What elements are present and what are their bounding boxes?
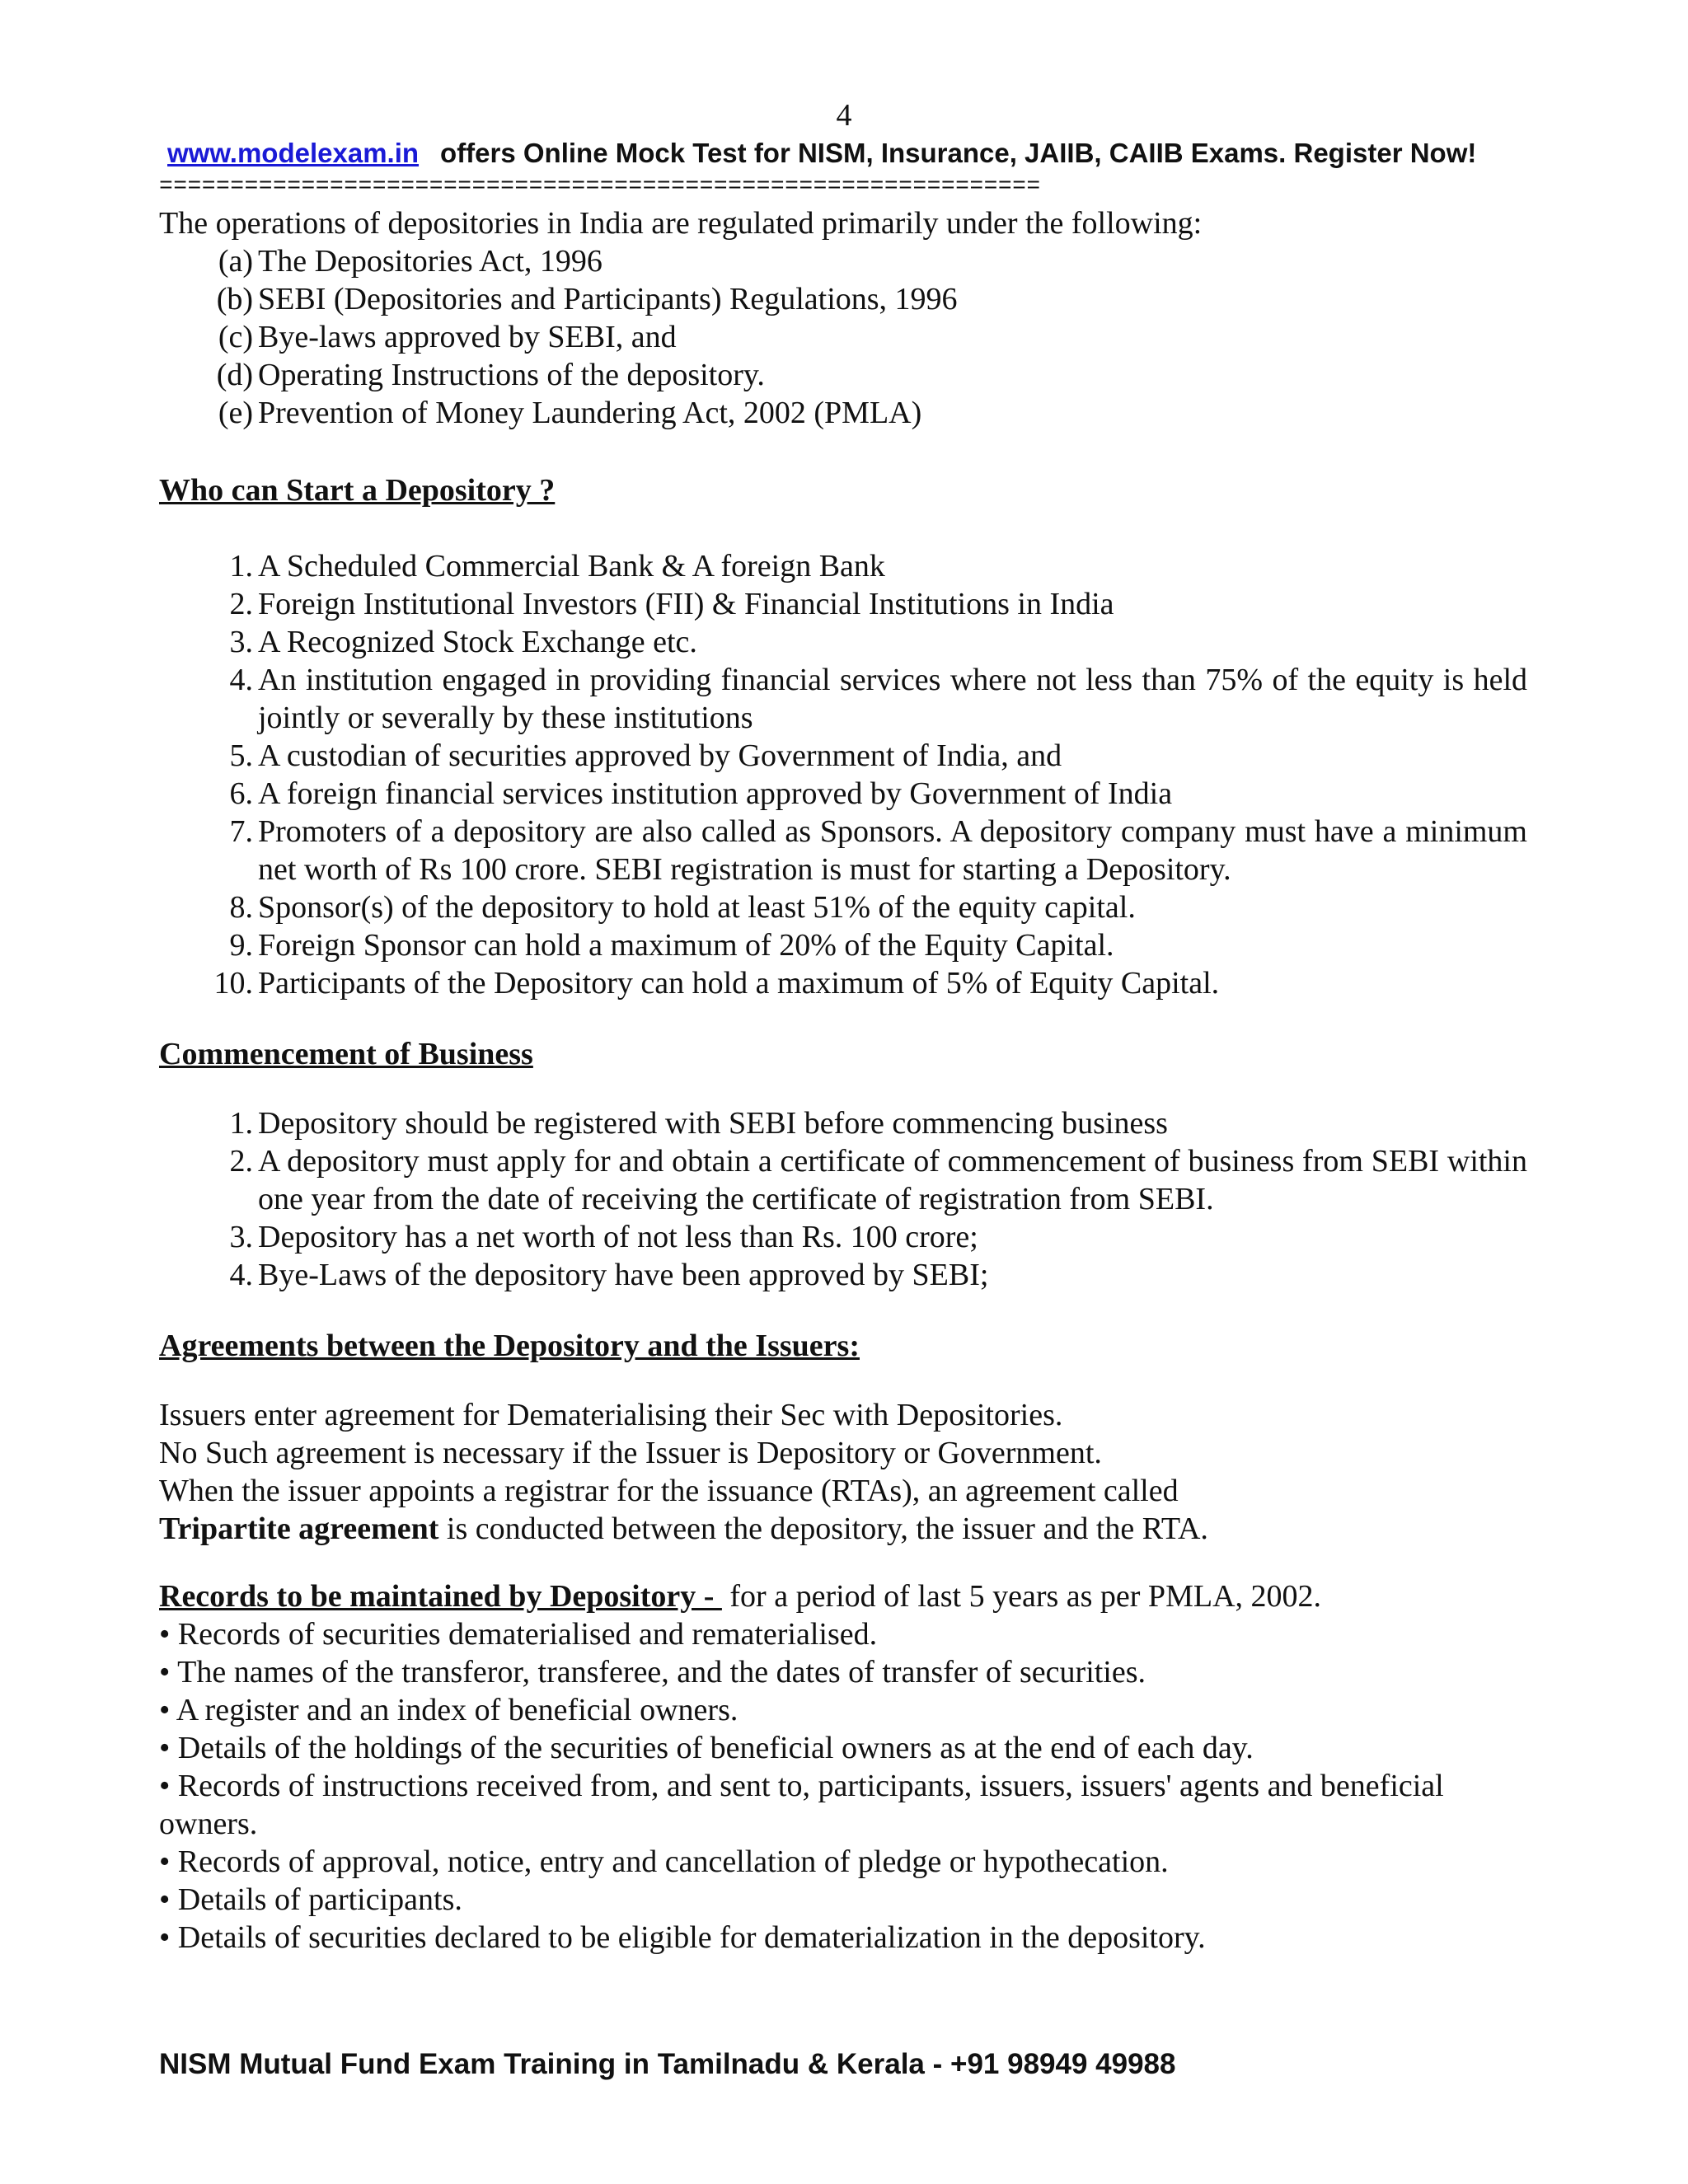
page-header [167,135,1476,171]
item-number: 8. [229,890,253,925]
item-text: Foreign Institutional Investors (FII) & Financial Institutions in India [258,587,1114,621]
section-heading-agreements: Agreements between the Depository and the Issuers: [159,1329,860,1363]
item-label: (c) [218,320,253,354]
item-text: An institution engaged in providing financial services where not less than 75% of the equity is held jointly or severally by these institutions [258,663,1527,735]
bullet-item: • Details of participants. [159,1882,462,1917]
item-number: 6. [229,776,253,811]
item-label: (b) [216,282,253,316]
item-text: Prevention of Money Laundering Act, 2002 (PMLA) [258,396,922,430]
bullet-item: • Details of the holdings of the securities of beneficial owners as at the end of each day. [159,1731,1254,1765]
item-text: A depository must apply for and obtain a certificate of commencement of business from SEBI within one year from the date of receiving the certificate of registration from SEBI. [258,1144,1527,1216]
item-text: Foreign Sponsor can hold a maximum of 20% of the Equity Capital. [258,928,1114,963]
item-number: 9. [229,928,253,963]
item-number: 2. [229,587,253,621]
paragraph-line: When the issuer appoints a registrar for the issuance (RTAs), an agreement called [159,1474,1179,1508]
item-text: The Depositories Act, 1996 [258,244,603,279]
item-text: Depository should be registered with SEBI before commencing business [258,1106,1168,1141]
item-text: Sponsor(s) of the depository to hold at least 51% of the equity capital. [258,890,1136,925]
section-heading-commencement: Commencement of Business [159,1037,533,1071]
section-heading-who: Who can Start a Depository ? [159,473,556,508]
item-text: A foreign financial services institution approved by Government of India [258,776,1173,811]
item-number: 7. [229,814,253,849]
item-number: 5. [229,738,253,773]
item-text: A Recognized Stock Exchange etc. [258,625,697,659]
website-link[interactable]: www.modelexam.in [167,138,420,168]
heading-rest: for a period of last 5 years as per PMLA, 2002. [721,1579,1322,1614]
section-heading-records: Records to be maintained by Depository - [159,1579,722,1614]
item-label: (a) [218,244,253,279]
bold-term: Tripartite agreement [159,1511,439,1546]
item-number: 10. [213,966,253,1001]
item-number: 4. [229,1258,253,1292]
item-label: (e) [218,396,253,430]
paragraph-line: Issuers enter agreement for Dematerialising their Sec with Depositories. [159,1398,1063,1432]
item-number: 1. [229,1106,253,1141]
item-number: 2. [229,1144,253,1179]
bullet-item: • Details of securities declared to be eligible for dematerialization in the depository. [159,1920,1206,1955]
page-footer: NISM Mutual Fund Exam Training in Tamilnadu & Kerala - +91 98949 49988 [159,2048,1176,2080]
bullet-item: • Records of instructions received from, and sent to, participants, issuers, issuers' agents and beneficial [159,1769,1444,1803]
header-text: offers Online Mock Test for NISM, Insurance, JAIIB, CAIIB Exams. Register Now! [440,138,1477,168]
line-rest: is conducted between the depository, the issuer and the RTA. [438,1511,1208,1546]
bullet-item: • The names of the transferor, transferee, and the dates of transfer of securities. [159,1655,1146,1690]
records-heading-line [159,1577,1321,1615]
header-rule: ============================================================== [159,174,1041,199]
item-text: Bye-Laws of the depository have been approved by SEBI; [258,1258,989,1292]
item-number: 4. [229,663,253,697]
intro-text: The operations of depositories in India are regulated primarily under the following: [159,206,1203,241]
bullet-item: • Records of approval, notice, entry and cancellation of pledge or hypothecation. [159,1844,1169,1879]
bullet-item-continuation: owners. [159,1807,258,1841]
page-number: 4 [836,98,852,133]
item-text: SEBI (Depositories and Participants) Regulations, 1996 [258,282,958,316]
item-text: Operating Instructions of the depository. [258,358,765,392]
item-text: Depository has a net worth of not less than Rs. 100 crore; [258,1220,978,1254]
item-number: 3. [229,625,253,659]
item-text: Promoters of a depository are also called as Sponsors. A depository company must have a minimum net worth of Rs 100 crore. SEBI registration is must for starting a Depository. [258,814,1527,887]
item-number: 3. [229,1220,253,1254]
bullet-item: • A register and an index of beneficial owners. [159,1693,738,1727]
bullet-item: • Records of securities dematerialised and rematerialised. [159,1617,878,1652]
item-text: Bye-laws approved by SEBI, and [258,320,677,354]
paragraph-line [159,1510,1208,1548]
item-number: 1. [229,549,253,583]
item-label: (d) [216,358,253,392]
paragraph-line: No Such agreement is necessary if the Issuer is Depository or Government. [159,1436,1102,1470]
item-text: A Scheduled Commercial Bank & A foreign Bank [258,549,885,583]
item-text: A custodian of securities approved by Government of India, and [258,738,1062,773]
item-text: Participants of the Depository can hold a maximum of 5% of Equity Capital. [258,966,1220,1001]
